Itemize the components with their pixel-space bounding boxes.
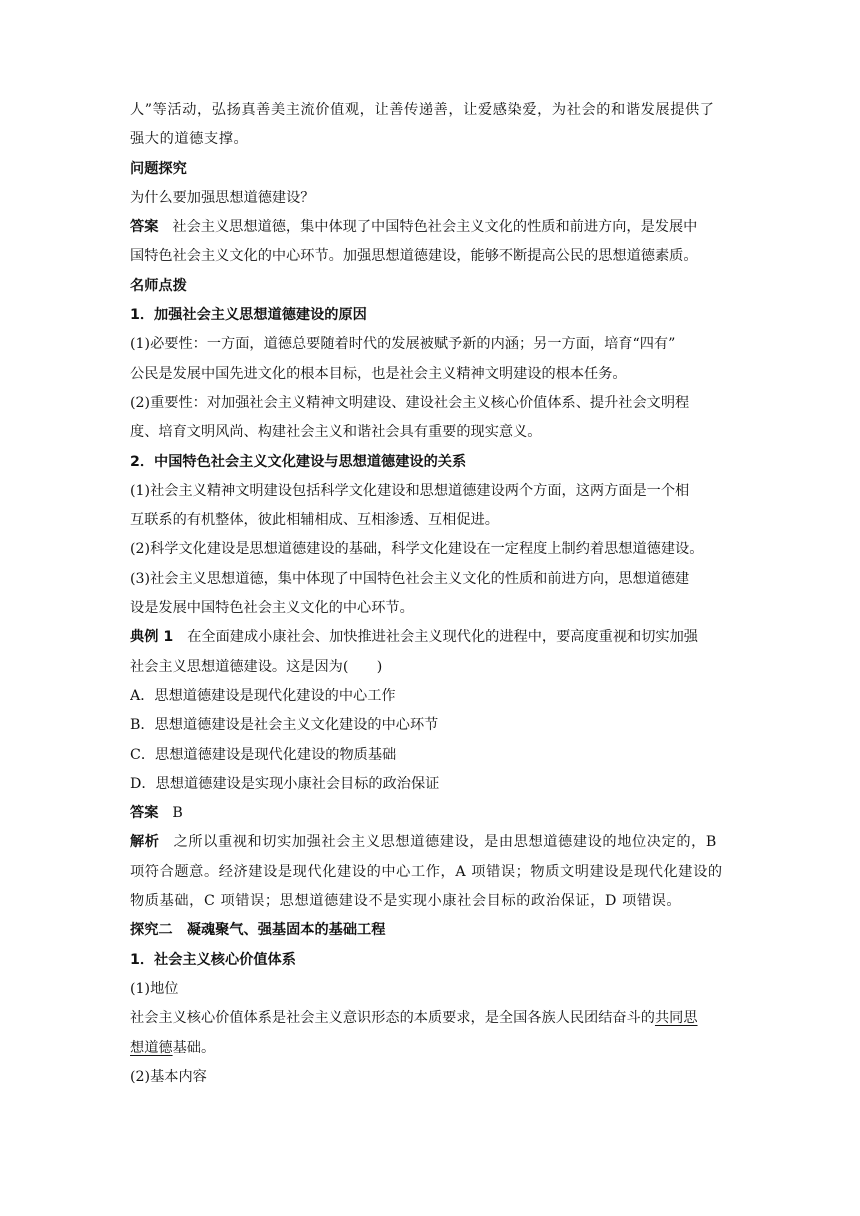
subsection-heading: 2．中国特色社会主义文化建设与思想道德建设的关系 [130,453,467,470]
section-heading: 问题探究 [130,160,187,177]
analysis-line [130,828,730,857]
text-line: 人”等活动，弘扬真善美主流价值观，让善传递善，让爱感染爱，为社会的和谐发展提供了 [130,102,715,118]
subsection-heading: 1．加强社会主义思想道德建设的原因 [130,307,367,324]
text-line: (3)社会主义思想道德，集中体现了中国特色社会主义文化的性质和前进方向，思想道德建 [130,570,690,587]
text-line: (1)社会主义精神文明建设包括科学文化建设和思想道德建设两个方面，这两方面是一个相 [130,482,690,499]
analysis-text: 之所以重视和切实加强社会主义思想道德建设，是由思想道德建设的地位决定的，B [173,834,717,851]
example-line [130,623,730,652]
option-b: B．思想道德建设是社会主义文化建设的中心环节 [130,717,439,734]
answer-label: 答案 [130,219,159,236]
text-line: 国特色社会主义文化的中心环节。加强思想道德建设，能够不断提高公民的思想道德素质。 [130,248,698,265]
underlined-text: 共同思 [654,1010,698,1027]
answer-line [130,213,730,242]
text-line: (2)科学文化建设是思想道德建设的基础，科学文化建设在一定程度上制约着思想道德建设。 [130,541,704,558]
text-line: 互联系的有机整体，彼此相辅相成、互相渗透、互相促进。 [130,512,499,529]
example-text: 在全面建成小康社会、加快推进社会主义现代化的进程中，要高度重视和切实加强 [187,629,698,646]
underlined-text: 想道德 [130,1039,173,1056]
text-line: 设是发展中国特色社会主义文化的中心环节。 [130,600,414,617]
text-line: 社会主义思想道德建设。这是因为( ) [130,658,383,675]
text-line: 项符合题意。经济建设是现代化建设的中心工作，A 项错误；物质文明建设是现代化建设的 [130,863,723,880]
body-text: 基础。 [172,1039,216,1056]
example-label: 典例 1 [130,629,174,646]
text-line [130,1004,730,1033]
document-page [130,96,730,1092]
text-line: (1)必要性：一方面，道德总要随着时代的发展被赋予新的内涵；另一方面，培育“四有” [130,336,676,353]
subsection-heading: 1．社会主义核心价值体系 [130,951,296,968]
answer-label: 答案 [130,805,159,822]
text-line: (1)地位 [130,980,179,997]
text-line: 物质基础，C 项错误；思想道德建设不是实现小康社会目标的政治保证，D 项错误。 [130,893,682,910]
text-line: (2)重要性：对加强社会主义精神文明建设、建设社会主义核心价值体系、提升社会文明程 [130,394,690,411]
section-heading: 名师点拨 [130,277,187,294]
text-line: 公民是发展中国先进文化的根本目标，也是社会主义精神文明建设的根本任务。 [130,365,627,382]
body-text: 社会主义核心价值体系是社会主义意识形态的本质要求，是全国各族人民团结奋斗的 [130,1010,655,1027]
answer-text: 社会主义思想道德，集中体现了中国特色社会主义文化的性质和前进方向，是发展中 [172,219,698,236]
question-text: 为什么要加强思想道德建设？ [130,189,315,206]
text-line: 强大的道德支撑。 [130,131,249,148]
text-line: 度、培育文明风尚、构建社会主义和谐社会具有重要的现实意义。 [130,424,542,441]
option-d: D．思想道德建设是实现小康社会目标的政治保证 [130,775,440,792]
option-a: A．思想道德建设是现代化建设的中心工作 [130,687,396,704]
text-line: (2)基本内容 [130,1068,207,1085]
text-line [130,1034,730,1063]
analysis-label: 解析 [130,834,160,851]
answer-line [130,799,730,828]
option-c: C．思想道德建设是现代化建设的物质基础 [130,746,397,763]
answer-value: B [172,805,183,822]
section-heading: 探究二 凝魂聚气、强基固本的基础工程 [130,922,386,939]
